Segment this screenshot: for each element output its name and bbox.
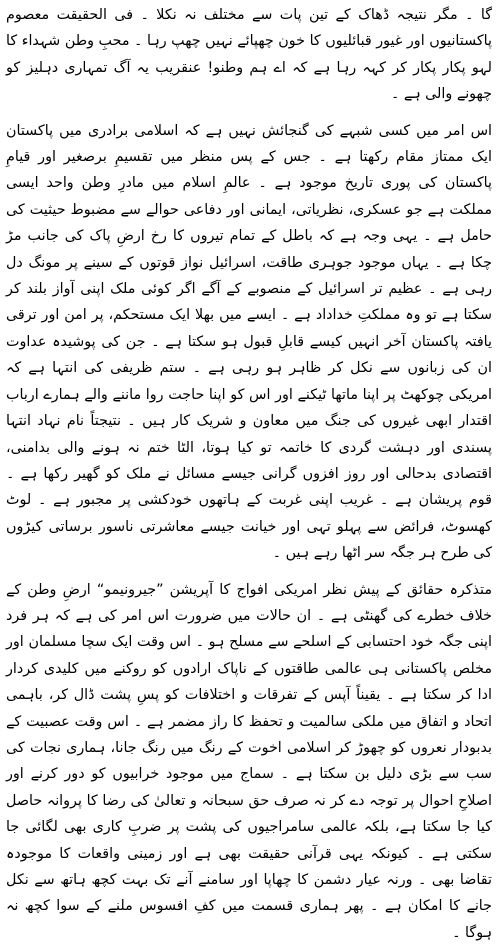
article-paragraph-2: اس امر میں کسی شبہے کی گنجائش نہیں ہے کہ اسلامی برادری میں پاکستان ایک ممتاز مقام رکھتا ہے ۔ جس کے پس منظر میں تقسیمِ برصغیر اور قیامِ پاکستان کی پوری تاریخ موجود ہے ۔ عالمِ اسلام میں مادرِ وطن واحد ایسی مملکت ہے جو عسکری، نظریاتی، ایمانی اور دفاعی حوالے سے مضبوط حیثیت کی حامل ہے ۔ یہی وجہ ہے کہ باطل کے تمام تیروں کا رخ ارضِ پاک کی جانب مڑ چکا ہے ۔ یہاں موجود جوہری طاقت، اسرائیل نواز قوتوں کے سینے پر مونگ دل رہی ہے ۔ عظیم تر اسرائیل کے منصوبے کے آگے اگر کوئی ملک اپنی آواز بلند کر سکتا ہے تو وہ مملکتِ خداداد ہے ۔ ایسے میں بھلا ایک مستحکم، پر امن اور ترقی یافتہ پاکستان آخر انہیں کیسے قابلِ قبول ہو سکتا ہے ۔ جن کی پوشیدہ عداوت ان کی زبانوں سے نکل کر ظاہر ہو رہی ہے ۔ ستم ظریفی کی انتہا ہے کہ امریکی چوکھٹ پر اپنا ماتھا ٹیکنے اور اس کو اپنا حاجت روا ماننے والے ہمارے ارباب اقتدار ابھی غیروں کی جنگ میں معاون و شریک کار ہیں ۔ نتیجتاً نام نہاد انتہا پسندی اور دہشت گردی کا خاتمہ تو کیا ہوتا، الٹا ختم نہ ہونے والی بدامنی، اقتصادی بدحالی اور روز افزوں گرانی جیسے مسائل نے ملک کو گھیر رکھا ہے ۔ قوم پریشان ہے ۔ غریب اپنی غربت کے ہاتھوں خودکشی پر مجبور ہے ۔ لوٹ کھسوٹ، فرائض سے پہلو تہی اور خیانت جیسے معاشرتی ناسور برساتی کیڑوں کی طرح ہر جگہ سر اٹھا رہے ہیں ۔	[6, 122, 492, 562]
article-paragraph-3: متذکرہ حقائق کے پیش نظر امریکی افواج کا آپریشن ”جیرونیمو“ ارضِ وطن کے خلاف خطرے کی گھنٹی ہے ۔ ان حالات میں ضرورت اس امر کی ہے کہ ہر فرد اپنی جگہ خود احتسابی کے اسلحے سے مسلح ہو ۔ اس وقت ایک سچا مسلمان اور مخلص پاکستانی ہی عالمی طاقتوں کے ناپاک ارادوں کو روکنے میں کلیدی کردار ادا کر سکتا ہے ۔ یقیناً آپس کے تفرقات و اختلافات کو پسِ پشت ڈال کر، باہمی اتحاد و اتفاق میں ملکی سالمیت و تحفظ کا راز مضمر ہے ۔ اس وقت عصبیت کے بدبودار نعروں کو چھوڑ کر اسلامی اخوت کے رنگ میں رنگ جانا، ہماری نجات کی سب سے بڑی دلیل بن سکتا ہے ۔ سماج میں موجود خرابیوں کو دور کرنے اور اصلاحِ احوال پر توجہ دے کر نہ صرف حق سبحانہ و تعالیٰ کی رضا کا پروانہ حاصل کیا جا سکتا ہے، بلکہ عالمی سامراجیوں کی پشت پر ضربِ کاری بھی لگائی جا سکتی ہے ۔ کیونکہ یہی قرآنی حقیقت بھی ہے اور زمینی واقعات کا موجودہ تقاضا بھی ۔ ورنہ عیار دشمن کا چھاپا اور سامنے آنے تک بہت کچھ ہاتھ سے نکل جانے کا امکان ہے ۔ پھر ہماری قسمت میں کفِ افسوس ملنے کے سوا کچھ نہ ہوگا ۔	[6, 581, 492, 941]
article-paragraph-1: گا ۔ مگر نتیجہ ڈھاک کے تین پات سے مختلف نہ نکلا ۔ فی الحقیقت معصوم پاکستانیوں اور غیور قبائلیوں کا خون چھپائے نہیں چھپ رہا ۔ محبِ وطن شہداء کا لہو پکار پکار کر کہہ رہا ہے کہ اے ہم وطنو! عنقریب یہ آگ تمہاری دہلیز کو چھونے والی ہے ۔	[6, 7, 492, 103]
